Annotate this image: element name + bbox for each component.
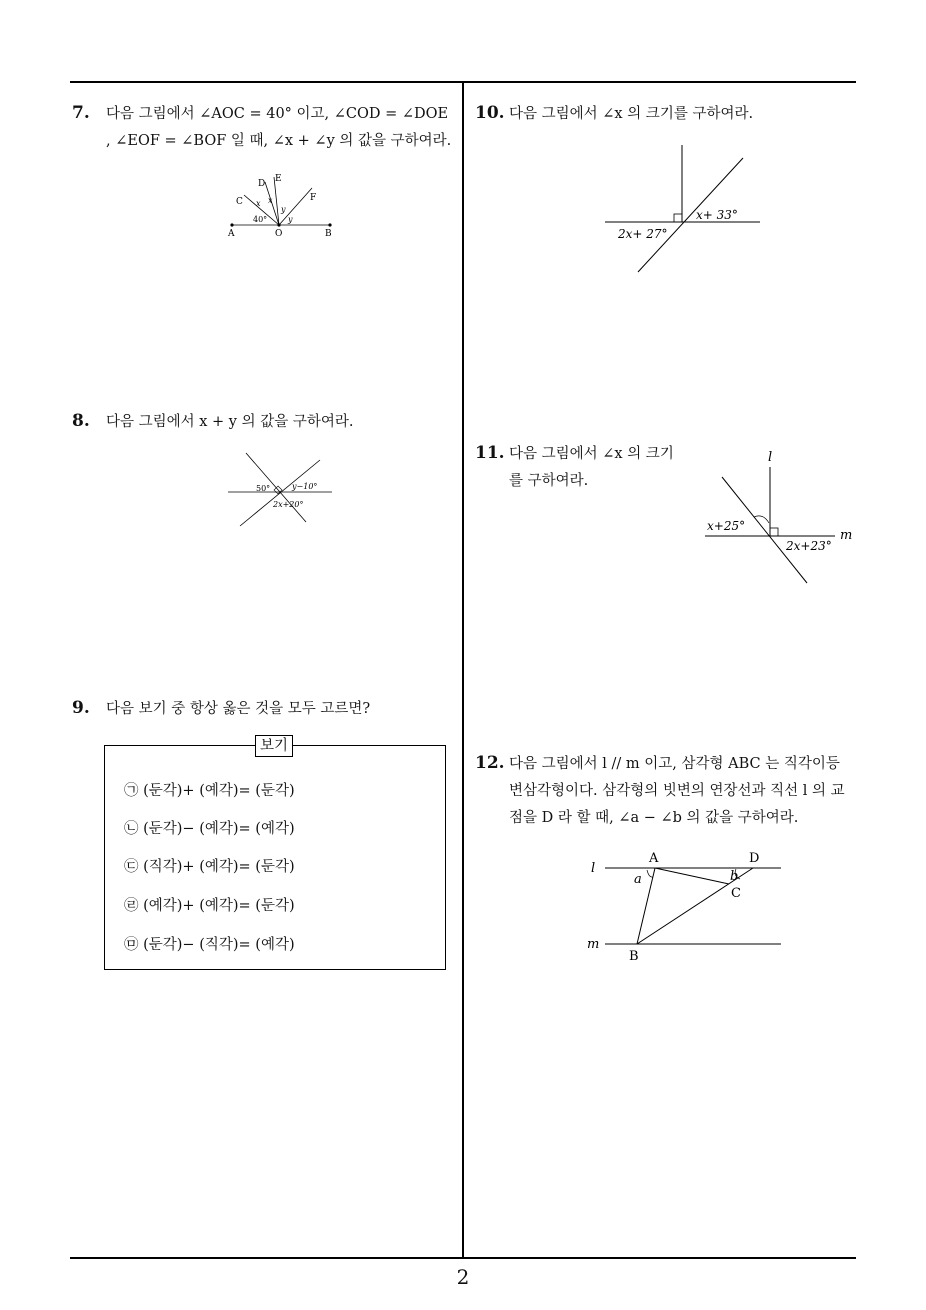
q9-bogi-title: 보기	[255, 735, 293, 757]
q9-number: 9.	[72, 698, 90, 718]
q7-label-e: E	[275, 174, 282, 184]
q11-text-line1: 다음 그림에서 ∠x 의 크기	[509, 446, 674, 462]
q12-label-b-point: B	[629, 949, 639, 964]
q7-label-b: B	[325, 229, 332, 239]
q10-number: 10.	[475, 103, 505, 123]
q11-number: 11.	[475, 443, 505, 463]
q12-number: 12.	[475, 753, 505, 773]
q12-figure	[585, 848, 790, 963]
q8-number: 8.	[72, 411, 90, 431]
q11-label-2x23: 2x+23°	[786, 539, 832, 553]
q7-text-line2: , ∠EOF = ∠BOF 일 때, ∠x + ∠y 의 값을 구하여라.	[106, 133, 452, 149]
q7-label-x2: x	[268, 196, 273, 205]
page-number: 2	[456, 1265, 470, 1289]
q8-label-2x20: 2x+20°	[273, 500, 304, 509]
q9-option-5: ㉤ (둔각)− (직각)= (예각)	[124, 937, 295, 953]
q10-label-2x27: 2x+ 27°	[618, 227, 668, 241]
q8-text-line1: 다음 그림에서 x + y 의 값을 구하여라.	[106, 414, 354, 430]
q7-label-a: A	[228, 229, 235, 239]
bottom-rule	[70, 1257, 856, 1259]
q12-text-line2: 변삼각형이다. 삼각형의 빗변의 연장선과 직선 l 의 교	[509, 783, 845, 799]
q7-label-d: D	[258, 179, 266, 189]
q8-label-50: 50°	[256, 484, 271, 493]
column-divider	[462, 82, 464, 1258]
q12-label-a-point: A	[649, 851, 659, 866]
q12-label-c-point: C	[731, 886, 741, 901]
q11-label-l: l	[768, 450, 773, 465]
q8-label-y10: y−10°	[292, 482, 318, 491]
q8-figure	[226, 450, 336, 530]
q12-label-m: m	[587, 937, 600, 952]
q9-option-3: ㉢ (직각)+ (예각)= (둔각)	[124, 859, 295, 875]
q12-label-d-point: D	[749, 851, 760, 866]
q7-figure	[222, 170, 352, 240]
q10-text-line1: 다음 그림에서 ∠x 의 크기를 구하여라.	[509, 106, 754, 122]
q11-figure	[700, 445, 860, 590]
q12-text-line3: 점을 D 라 할 때, ∠a − ∠b 의 값을 구하여라.	[509, 810, 799, 826]
q12-label-l: l	[591, 861, 596, 876]
q7-label-y1: y	[281, 205, 286, 214]
q7-label-y2: y	[288, 215, 293, 224]
q9-option-2: ㉡ (둔각)− (예각)= (예각)	[124, 821, 295, 837]
q9-text-line1: 다음 보기 중 항상 옳은 것을 모두 고르면?	[106, 701, 371, 717]
q12-text-line1: 다음 그림에서 l // m 이고, 삼각형 ABC 는 직각이등	[509, 756, 840, 772]
q10-figure	[600, 140, 770, 275]
q9-option-4: ㉣ (예각)+ (예각)= (둔각)	[124, 898, 295, 914]
q12-label-angle-b: b	[730, 869, 739, 884]
q7-label-f: F	[310, 193, 317, 203]
q7-number: 7.	[72, 103, 90, 123]
q9-option-1: ㉠ (둔각)+ (예각)= (둔각)	[124, 783, 295, 799]
q11-label-x25: x+25°	[707, 519, 746, 533]
q12-label-angle-a: a	[634, 872, 642, 887]
q10-label-x33: x+ 33°	[696, 208, 738, 222]
q11-text-line2: 를 구하여라.	[509, 473, 589, 489]
q7-label-x1: x	[256, 199, 261, 208]
q11-label-m: m	[840, 528, 853, 543]
q7-label-40: 40°	[253, 215, 268, 224]
q7-label-o: O	[275, 229, 283, 239]
q7-label-c: C	[236, 197, 243, 207]
q7-text-line1: 다음 그림에서 ∠AOC = 40° 이고, ∠COD = ∠DOE	[106, 106, 449, 122]
